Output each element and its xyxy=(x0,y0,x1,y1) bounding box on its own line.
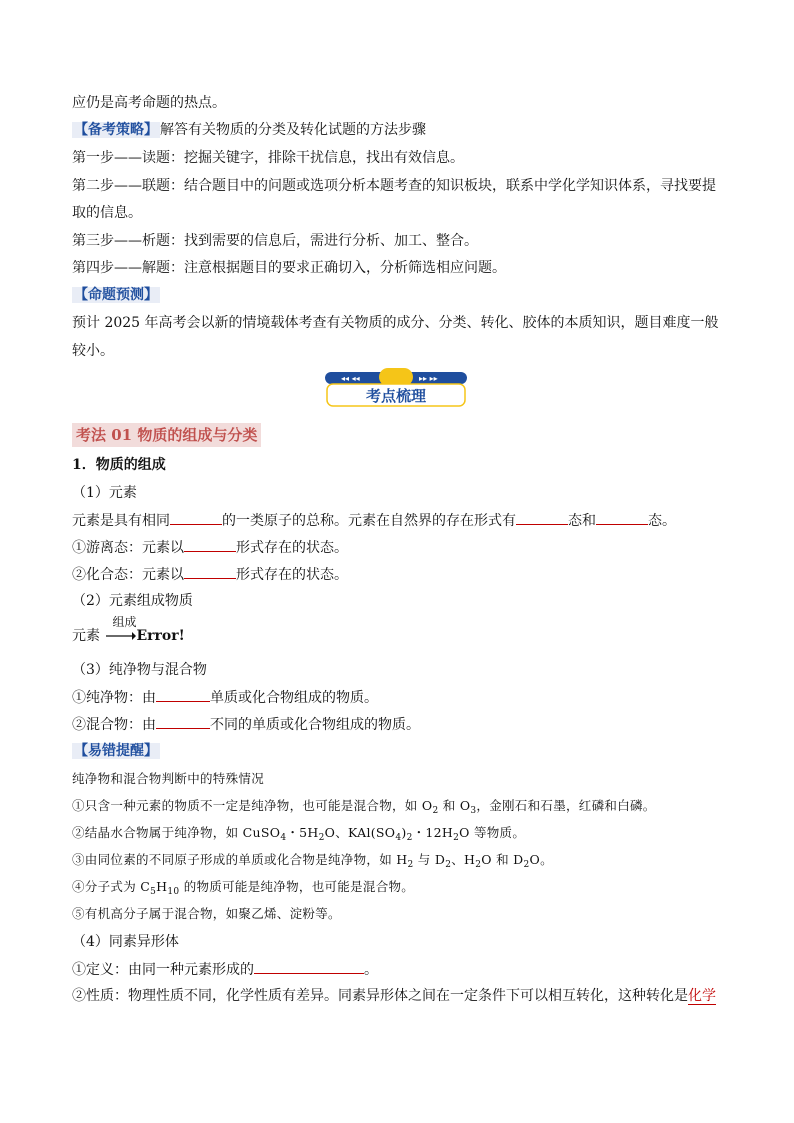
comb-text-b: 形式存在的状态。 xyxy=(236,567,348,583)
tip-3-s2: 2 xyxy=(445,860,452,870)
tip-2-a: ②结晶水合物属于纯净物，如 CuSO xyxy=(72,825,281,840)
pure-text-a: ①纯净物：由 xyxy=(72,690,156,706)
tip-2-d: ) xyxy=(401,825,407,840)
tip-2-s3: 4 xyxy=(395,833,402,843)
strategy-step4: 第四步——解题：注意根据题目的要求正确切入，分析筛选相应问题。 xyxy=(72,260,506,276)
p2-error-text: Error! xyxy=(136,628,185,644)
p3-title: （3）纯净物与混合物 xyxy=(72,662,207,678)
tips-label: 【易错提醒】 xyxy=(74,743,158,759)
tip-3-b: 与 D xyxy=(413,852,446,867)
allotrope-prop-a: ②性质：物理性质不同，化学性质有差异。同素异形体之间在一定条件下可以相互转化，这种转化是 xyxy=(72,988,688,1004)
prediction-label: 【命题预测】 xyxy=(74,287,158,303)
allotrope-def xyxy=(72,959,378,980)
section-banner xyxy=(323,368,469,410)
tip-1-sub1: 2 xyxy=(432,806,439,816)
strategy-step2b: 取的信息。 xyxy=(72,205,142,221)
tip-4-b: H xyxy=(156,879,168,894)
blank-allotrope[interactable] xyxy=(254,959,364,974)
tip-3-e: O。 xyxy=(529,852,553,867)
tip-2-s1: 4 xyxy=(280,833,287,843)
tip-2-c: O、KAl(SO xyxy=(324,825,396,840)
tip-1-sub2: 3 xyxy=(470,806,477,816)
banner-left-arrows: ◂◂ ◂◂ xyxy=(341,374,360,383)
tip-3-s3: 2 xyxy=(475,860,482,870)
tip-2-s5: 2 xyxy=(453,833,460,843)
tip-3-a: ③由同位素的不同原子形成的单质或化合物是纯净物，如 H xyxy=(72,852,408,867)
tip-3-c: 、H xyxy=(451,852,476,867)
p1-text-b: 的一类原子的总称。元素在自然界的存在形式有 xyxy=(222,513,516,529)
blank-1[interactable] xyxy=(170,510,222,525)
allotrope-def-b: 。 xyxy=(364,962,378,978)
mix-line xyxy=(72,714,420,735)
tip-2-f: O 等物质。 xyxy=(459,825,526,840)
tip-4 xyxy=(72,877,414,902)
blank-pure[interactable] xyxy=(156,687,210,702)
tip-3-s4: 2 xyxy=(523,860,530,870)
free-state-line xyxy=(72,537,348,558)
tip-4-a: ④分子式为 C xyxy=(72,879,151,894)
p2-title: （2）元素组成物质 xyxy=(72,593,193,609)
blank-mix[interactable] xyxy=(156,714,210,729)
section-title: 考法 01 物质的组成与分类 xyxy=(72,423,261,447)
p1-text-c: 态和 xyxy=(568,513,596,529)
prediction-line2: 较小。 xyxy=(72,343,114,359)
tip-1-b: 和 O xyxy=(438,798,471,813)
tip-2-e: ・12H xyxy=(412,825,454,840)
blank-free[interactable] xyxy=(184,537,236,552)
allotrope-prop xyxy=(72,986,716,1006)
tip-1 xyxy=(72,796,656,821)
strategy-label: 【备考策略】 xyxy=(74,122,158,138)
p2-diagram xyxy=(72,615,185,646)
prediction-line1: 预计 2025 年高考会以新的情境载体考查有关物质的成分、分类、转化、胶体的本质知识，题目难度一般 xyxy=(72,315,719,331)
banner-title: 考点梳理 xyxy=(365,387,427,405)
banner-right-arrows: ▸▸ ▸▸ xyxy=(419,374,438,383)
strategy-step3: 第三步——析题：找到需要的信息后，需进行分析、加工、整合。 xyxy=(72,233,478,249)
p1-title: （1）元素 xyxy=(72,485,137,501)
comb-text-a: ②化合态：元素以 xyxy=(72,567,184,583)
tip-1-a: ①只含一种元素的物质不一定是纯净物，也可能是混合物，如 O xyxy=(72,798,433,813)
blank-3[interactable] xyxy=(596,510,648,525)
strategy-text: 解答有关物质的分类及转化试题的方法步骤 xyxy=(160,122,426,138)
allotrope-title: （4）同素异形体 xyxy=(72,934,179,950)
mix-text-a: ②混合物：由 xyxy=(72,717,156,733)
mix-text-b: 不同的单质或化合物组成的物质。 xyxy=(210,717,420,733)
tip-3-d: O 和 D xyxy=(481,852,524,867)
tip-4-c: 的物质可能是纯净物，也可能是混合物。 xyxy=(179,879,415,894)
combined-state-line xyxy=(72,564,348,585)
pure-line xyxy=(72,687,378,708)
strategy-step2a: 第二步——联题：结合题目中的问题或选项分析本题考查的知识板块，联系中学化学知识体系，寻找要提 xyxy=(72,178,716,194)
arrow-label: 组成 xyxy=(112,615,137,629)
blank-2[interactable] xyxy=(516,510,568,525)
section-h1: 1．物质的组成 xyxy=(72,457,166,473)
strategy-step1: 第一步——读题：挖掘关键字，排除干扰信息，找出有效信息。 xyxy=(72,150,464,166)
tip-1-c: ，金刚石和石墨，红磷和白磷。 xyxy=(476,798,656,813)
free-text-b: 形式存在的状态。 xyxy=(236,540,348,556)
p1-text-d: 态。 xyxy=(648,513,676,529)
prediction-label-line xyxy=(72,285,160,305)
tips-label-line xyxy=(72,741,160,761)
arrow-composition xyxy=(106,615,137,646)
tip-2-s4: 2 xyxy=(406,833,413,843)
pure-text-b: 单质或化合物组成的物质。 xyxy=(210,690,378,706)
tip-3-s1: 2 xyxy=(407,860,414,870)
allotrope-prop-b: 化学 xyxy=(688,988,716,1004)
allotrope-def-a: ①定义：由同一种元素形成的 xyxy=(72,962,254,978)
intro-tail: 应仍是高考命题的热点。 xyxy=(72,95,226,111)
tip-2-b: ・5H xyxy=(286,825,319,840)
tips-intro: 纯净物和混合物判断中的特殊情况 xyxy=(72,771,265,786)
strategy-line xyxy=(72,120,426,140)
p1-text-a: 元素是具有相同 xyxy=(72,513,170,529)
tip-5: ⑤有机高分子属于混合物，如聚乙烯、淀粉等。 xyxy=(72,906,341,921)
free-text-a: ①游离态：元素以 xyxy=(72,540,184,556)
tip-4-s1: 5 xyxy=(150,887,157,897)
p2-element-text: 元素 xyxy=(72,628,100,644)
p1-line xyxy=(72,510,676,531)
tip-2 xyxy=(72,823,525,848)
tip-2-s2: 2 xyxy=(318,833,325,843)
tip-3 xyxy=(72,850,553,875)
tip-4-s2: 10 xyxy=(167,887,180,897)
blank-comb[interactable] xyxy=(184,564,236,579)
